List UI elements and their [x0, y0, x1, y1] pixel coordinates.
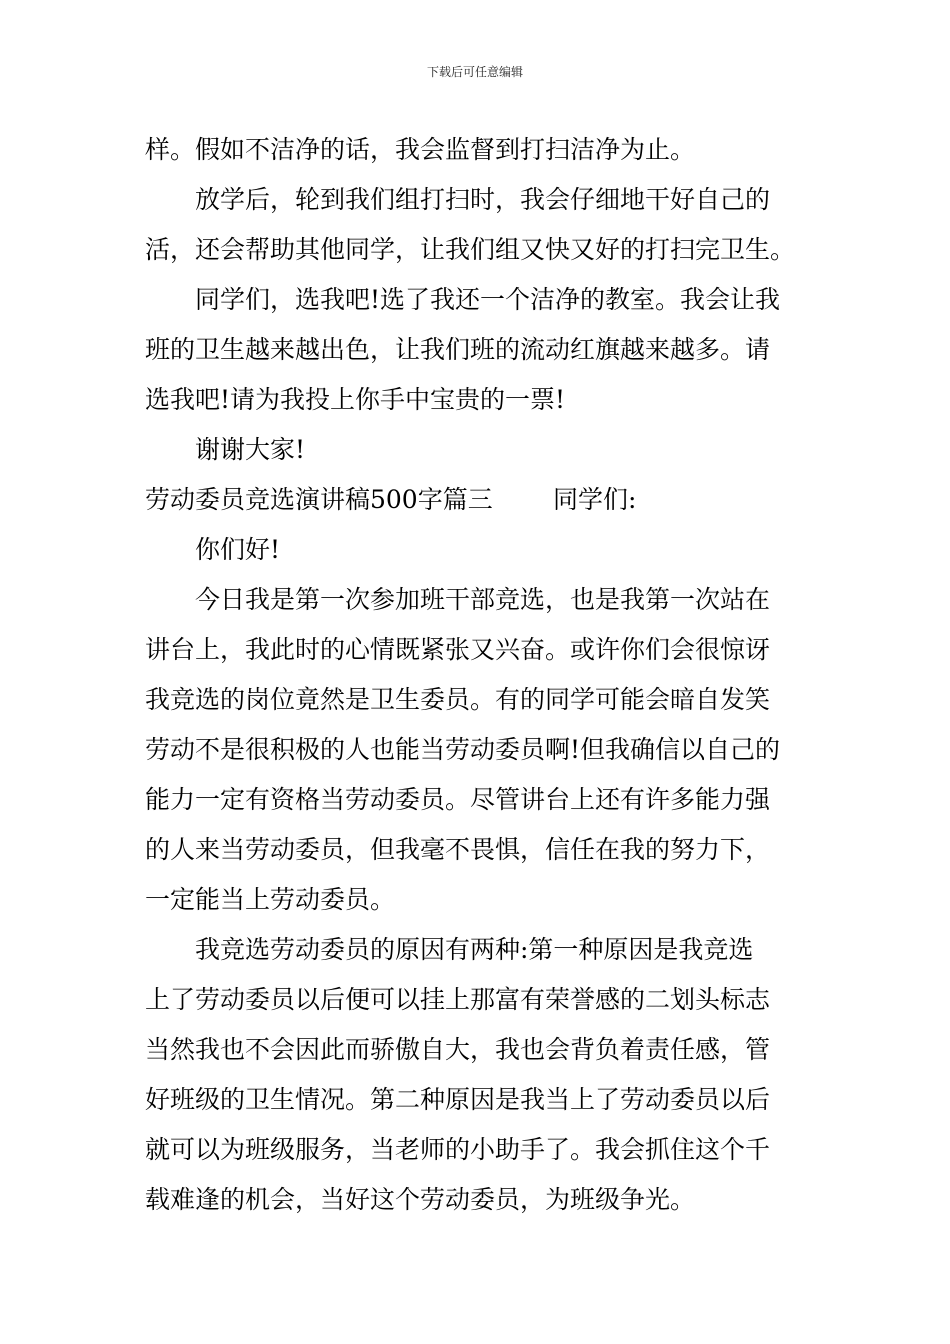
paragraph-line: 上了劳动委员以后便可以挂上那富有荣誉感的二划头标志 [145, 985, 771, 1014]
paragraph-line: 当然我也不会因此而骄傲自大，我也会背负着责任感，管 [145, 1035, 771, 1064]
paragraph-line: 我竞选的岗位竟然是卫生委员。有的同学可能会暗自发笑 [145, 685, 771, 714]
paragraph-line: 选我吧!请为我投上你手中宝贵的一票! [145, 385, 566, 414]
paragraph-line: 谢谢大家! [195, 435, 306, 464]
paragraph-line: 讲台上，我此时的心情既紧张又兴奋。或许你们会很惊讶 [145, 635, 771, 664]
paragraph-line: 同学们，选我吧!选了我还一个洁净的教室。我会让我 [195, 285, 781, 314]
paragraph-line: 好班级的卫生情况。第二种原因是我当上了劳动委员以后 [145, 1085, 771, 1114]
paragraph-line: 样。假如不洁净的话，我会监督到打扫洁净为止。 [145, 135, 696, 164]
paragraph-line: 放学后，轮到我们组打扫时，我会仔细地干好自己的 [195, 185, 771, 214]
paragraph-line: 就可以为班级服务，当老师的小助手了。我会抓住这个千 [145, 1135, 771, 1164]
paragraph-line: 载难逢的机会，当好这个劳动委员，为班级争光。 [145, 1185, 696, 1214]
paragraph-line: 劳动不是很积极的人也能当劳动委员啊!但我确信以自己的 [145, 735, 781, 764]
paragraph-line: 活，还会帮助其他同学，让我们组又快又好的打扫完卫生。 [145, 235, 796, 264]
paragraph-line: 你们好! [195, 535, 281, 564]
paragraph-line: 能力一定有资格当劳动委员。尽管讲台上还有许多能力强 [145, 785, 771, 814]
paragraph-line: 班的卫生越来越出色，让我们班的流动红旗越来越多。请 [145, 335, 771, 364]
paragraph-line: 一定能当上劳动委员。 [145, 885, 396, 914]
paragraph-line: 我竞选劳动委员的原因有两种:第一种原因是我竞选 [195, 935, 754, 964]
page-header: 下载后可任意编辑 [426, 65, 523, 79]
section-title: 劳动委员竞选演讲稿500字篇三 [145, 485, 493, 514]
paragraph-line: 今日我是第一次参加班干部竞选，也是我第一次站在 [195, 585, 771, 614]
paragraph-line: 的人来当劳动委员，但我毫不畏惧，信任在我的努力下， [145, 835, 771, 864]
salutation: 同学们: [553, 485, 637, 514]
